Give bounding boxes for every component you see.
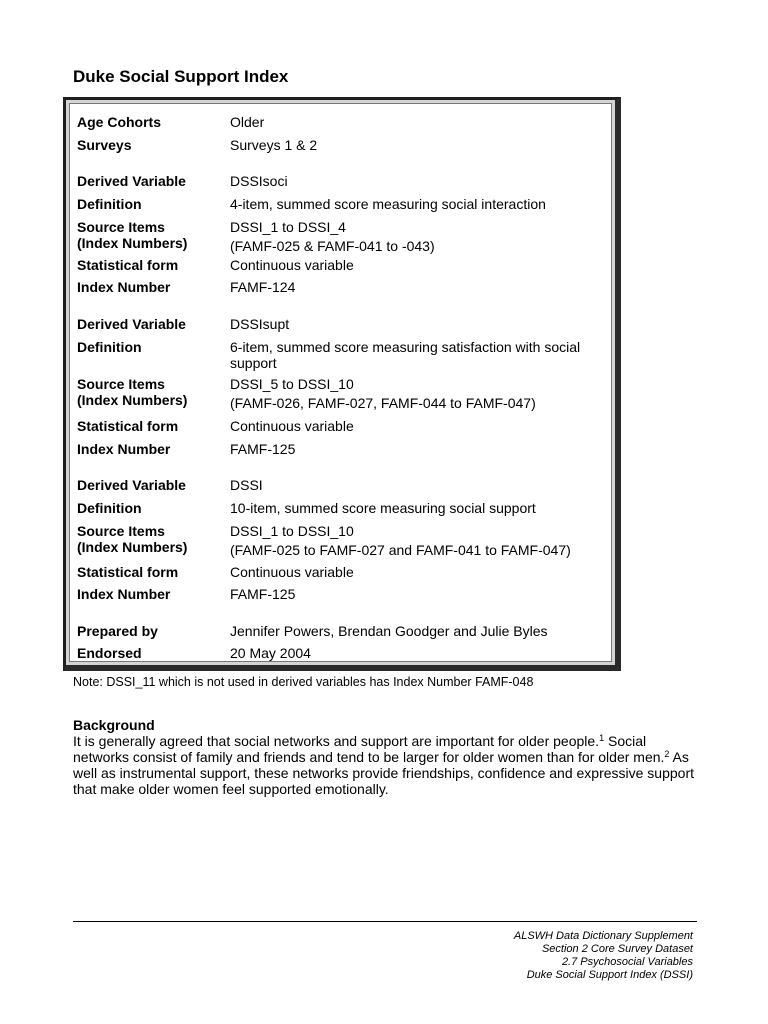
age-cohorts-label: Age Cohorts	[77, 114, 161, 130]
variable-definition-box	[63, 97, 621, 671]
surveys-value: Surveys 1 & 2	[230, 137, 318, 153]
background-paragraph	[73, 733, 698, 797]
page-title: Duke Social Support Index	[73, 67, 289, 86]
source-items-value-line1: DSSI_1 to DSSI_10	[230, 523, 354, 539]
index-number-label: Index Number	[77, 586, 171, 602]
endorsed-value: 20 May 2004	[230, 645, 311, 661]
source-items-label	[77, 219, 227, 251]
source-items-label-line1: Source Items	[77, 376, 165, 392]
source-items-label-line2: (Index Numbers)	[77, 392, 188, 408]
note-text: Note: DSSI_11 which is not used in derived variables has Index Number FAMF-048	[73, 675, 534, 689]
statistical-form-label: Statistical form	[77, 564, 179, 580]
index-number-value: FAMF-125	[230, 586, 296, 602]
source-items-label	[77, 523, 227, 555]
age-cohorts-value: Older	[230, 114, 265, 130]
footer-line-1: ALSWH Data Dictionary Supplement	[513, 930, 693, 942]
definition-value-line2: support	[230, 355, 277, 371]
derived-variable-value: DSSIsoci	[230, 173, 288, 189]
source-items-value-line1: DSSI_5 to DSSI_10	[230, 376, 354, 392]
statistical-form-value: Continuous variable	[230, 564, 354, 580]
background-text-part2: Social networks consist of family and friends and tend to be larger for older women than for older men.	[73, 733, 665, 765]
source-items-label-line1: Source Items	[77, 219, 165, 235]
statistical-form-label: Statistical form	[77, 418, 179, 434]
index-number-value: FAMF-125	[230, 441, 296, 457]
derived-variable-value: DSSI	[230, 477, 263, 493]
source-items-value-line2: (FAMF-025 to FAMF-027 and FAMF-041 to FAMF-047)	[230, 542, 571, 558]
prepared-by-value: Jennifer Powers, Brendan Goodger and Julie Byles	[230, 623, 548, 639]
index-number-label: Index Number	[77, 279, 171, 295]
statistical-form-label: Statistical form	[77, 257, 179, 273]
derived-variable-label: Derived Variable	[77, 316, 186, 332]
source-items-label-line2: (Index Numbers)	[77, 235, 188, 251]
index-number-value: FAMF-124	[230, 279, 296, 295]
derived-variable-label: Derived Variable	[77, 477, 186, 493]
definition-value	[230, 339, 605, 371]
source-items-value-line1: DSSI_1 to DSSI_4	[230, 219, 346, 235]
background-heading: Background	[73, 717, 155, 733]
source-items-value-line2: (FAMF-025 & FAMF-041 to -043)	[230, 238, 435, 254]
statistical-form-value: Continuous variable	[230, 418, 354, 434]
definition-label: Definition	[77, 196, 142, 212]
footnote-ref-2: 2	[664, 749, 670, 759]
index-number-label: Index Number	[77, 441, 171, 457]
derived-variable-value: DSSIsupt	[230, 316, 290, 332]
variable-definition-table	[69, 103, 612, 662]
source-items-value	[230, 376, 605, 411]
definition-value-line1: 6-item, summed score measuring satisfaction with social	[230, 339, 581, 355]
footer-divider	[73, 921, 697, 922]
source-items-label-line1: Source Items	[77, 523, 165, 539]
definition-value: 10-item, summed score measuring social support	[230, 500, 536, 516]
derived-variable-label: Derived Variable	[77, 173, 186, 189]
page-footer	[514, 930, 693, 982]
background-text-part1: It is generally agreed that social networks and support are important for older people.	[73, 733, 600, 749]
endorsed-label: Endorsed	[77, 645, 142, 661]
footnote-ref-1: 1	[599, 733, 605, 743]
definition-label: Definition	[77, 339, 142, 355]
source-items-value	[230, 219, 605, 254]
source-items-label	[77, 376, 227, 408]
definition-label: Definition	[77, 500, 142, 516]
footer-line-3: 2.7 Psychosocial Variables	[561, 956, 693, 968]
footer-line-2: Section 2 Core Survey Dataset	[541, 943, 693, 955]
surveys-label: Surveys	[77, 137, 132, 153]
footer-line-4: Duke Social Support Index (DSSI)	[526, 969, 693, 981]
prepared-by-label: Prepared by	[77, 623, 158, 639]
statistical-form-value: Continuous variable	[230, 257, 354, 273]
source-items-value	[230, 523, 605, 558]
definition-value: 4-item, summed score measuring social interaction	[230, 196, 546, 212]
source-items-label-line2: (Index Numbers)	[77, 539, 188, 555]
background-text-part3: As well as instrumental support, these networks provide friendships, confidence and expressive support that make older women feel supported emotionally.	[73, 749, 694, 797]
source-items-value-line2: (FAMF-026, FAMF-027, FAMF-044 to FAMF-047)	[230, 395, 536, 411]
